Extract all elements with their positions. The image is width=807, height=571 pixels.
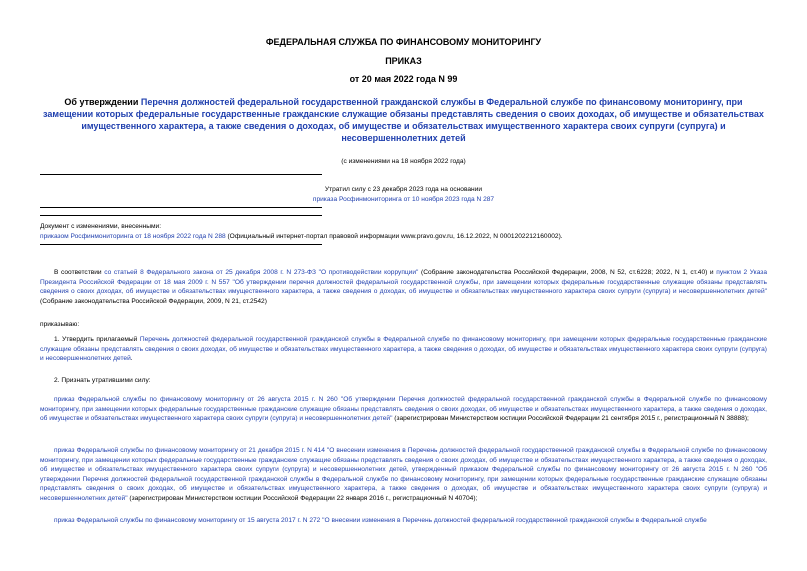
preamble-text: (Собрание законодательства Российской Федерации, 2009, N 21, ст.2542) bbox=[40, 297, 267, 305]
amendments-link[interactable]: приказом Росфинмониторинга от 18 ноября 2022 года N 288 bbox=[40, 233, 226, 240]
preamble-law-link[interactable]: со статьей 8 Федерального закона от 25 декабря 2008 г. N 273-ФЗ "О противодействии коррупции" bbox=[104, 269, 419, 276]
repealed-registration: (зарегистрирован Министерством юстиции Российской Федерации 21 сентября 2015 г., регистрационный N 38888); bbox=[392, 415, 749, 422]
divider bbox=[40, 207, 322, 208]
repealed-item bbox=[40, 446, 767, 503]
document-date-number: от 20 мая 2022 года N 99 bbox=[349, 74, 458, 84]
document-title bbox=[40, 96, 767, 144]
preamble-text: (Собрание законодательства Российской Федерации, 2008, N 52, ст.6228; 2022, N 1, ст.40) и bbox=[418, 269, 717, 276]
repealed-item bbox=[40, 395, 767, 424]
repealed-order-link[interactable]: приказ Федеральной службы по финансовому мониторингу от 21 декабря 2015 г. N 414 "О внесении изменения в Перечень должностей федеральной государственной гражданской службы в Федеральной службе по финансовому мониторингу, при замещении которых федеральные государственные гражданские служащие обязаны представлять сведения о своих доходах, об имуществе и обязательствах имущественного характера, а также сведения о доходах, об имуществе и обязательствах имущественного характера своих супруги (супруга) и несовершеннолетних детей, утвержденный приказом Федеральной службы по финансовому мониторингу от 26 августа 2015 г. N 260 "Об утверждении Перечня должностей федеральной государственной гражданской службы в Федеральной службе по финансовому мониторингу, при замещении которых федеральные государственные гражданские служащие обязаны представлять сведения о своих доходах, об имуществе и обязательствах имущественного характера, а также сведения о доходах, об имуществе и обязательствах имущественного характера своих супруги (супруга) и несовершеннолетних детей" bbox=[40, 447, 767, 502]
divider bbox=[40, 244, 322, 245]
item-1-text: 1. Утвердить прилагаемый bbox=[54, 336, 140, 343]
amendments-line bbox=[40, 232, 767, 242]
preamble-paragraph bbox=[40, 268, 767, 306]
changes-note: (с изменениями на 18 ноября 2022 года) bbox=[341, 158, 466, 165]
repealed-registration: (зарегистрирован Министерством юстиции Российской Федерации 22 января 2016 г., регистрационный N 40704); bbox=[127, 494, 478, 502]
amendments-source: (Официальный интернет-портал правовой информации www.pravo.gov.ru, 16.12.2022, N 0001202212160002). bbox=[225, 233, 563, 240]
divider bbox=[40, 215, 322, 216]
amendments-label: Документ с изменениями, внесенными: bbox=[40, 223, 162, 230]
item-1-paragraph bbox=[40, 335, 767, 364]
divider bbox=[40, 174, 322, 175]
title-link[interactable]: Перечня должностей федеральной государственной гражданской службы в Федеральной службе по финансовому мониторингу, при замещении которых федеральные государственные гражданские служащие обязаны представлять сведения о своих доходах, об имуществе и обязательствах имущественного характера, а также сведения о доходах, об имуществе и обязательствах имущественного характера своих супруги (супруга) и несовершеннолетних детей bbox=[43, 97, 764, 143]
agency-heading: ФЕДЕРАЛЬНАЯ СЛУЖБА ПО ФИНАНСОВОМУ МОНИТОРИНГУ bbox=[265, 37, 542, 47]
item-2-paragraph: 2. Признать утратившими силу: bbox=[54, 377, 151, 384]
item-1-text: . bbox=[130, 355, 133, 362]
title-prefix: Об утверждении bbox=[64, 97, 141, 107]
lost-force-link[interactable]: приказа Росфинмониторинга от 10 ноября 2023 года N 287 bbox=[312, 196, 495, 203]
document-type: ПРИКАЗ bbox=[385, 56, 422, 66]
repealed-order-link[interactable]: приказ Федеральной службы по финансовому мониторингу от 15 августа 2017 г. N 272 "О внесении изменения в Перечень должностей федеральной государственной гражданской службы в Федеральной службе bbox=[54, 517, 707, 524]
preamble-text: В соответствии bbox=[54, 269, 105, 276]
order-word: приказываю: bbox=[40, 321, 80, 328]
preamble-decree-link[interactable]: пунктом 2 Указа Президента Российской Федерации от 18 мая 2009 г. N 557 "Об утверждении перечня должностей федеральной государственной службы, при замещении которых федеральные государственные служащие обязаны представлять сведения о своих доходах, об имуществе и обязательствах имущественного характера, а также сведения о доходах, об имуществе и обязательствах имущественного характера своих супруги (супруга) и несовершеннолетних детей" bbox=[40, 269, 767, 295]
item-1-list-link[interactable]: Перечень должностей федеральной государственной гражданской службы в Федеральной службе по финансовому мониторингу, при замещении которых федеральные государственные гражданские служащие обязаны представлять сведения о своих доходах, об имуществе и обязательствах имущественного характера, а также сведения о доходах, об имуществе и обязательствах имущественного характера своих супруги (супруга) и несовершеннолетних детей bbox=[40, 336, 767, 362]
lost-force-text: Утратил силу с 23 декабря 2023 года на основании bbox=[324, 186, 483, 193]
repealed-order-link[interactable]: приказ Федеральной службы по финансовому мониторингу от 26 августа 2015 г. N 260 "Об утверждении Перечня должностей федеральной государственной гражданской службы в Федеральной службе по финансовому мониторингу, при замещении которых федеральные государственные гражданские служащие обязаны представлять сведения о своих доходах, об имуществе и обязательствах имущественного характера, а также сведения о доходах, об имуществе и обязательствах имущественного характера своих супруги (супруга) и несовершеннолетних детей" bbox=[40, 396, 767, 422]
repealed-item bbox=[40, 516, 767, 526]
